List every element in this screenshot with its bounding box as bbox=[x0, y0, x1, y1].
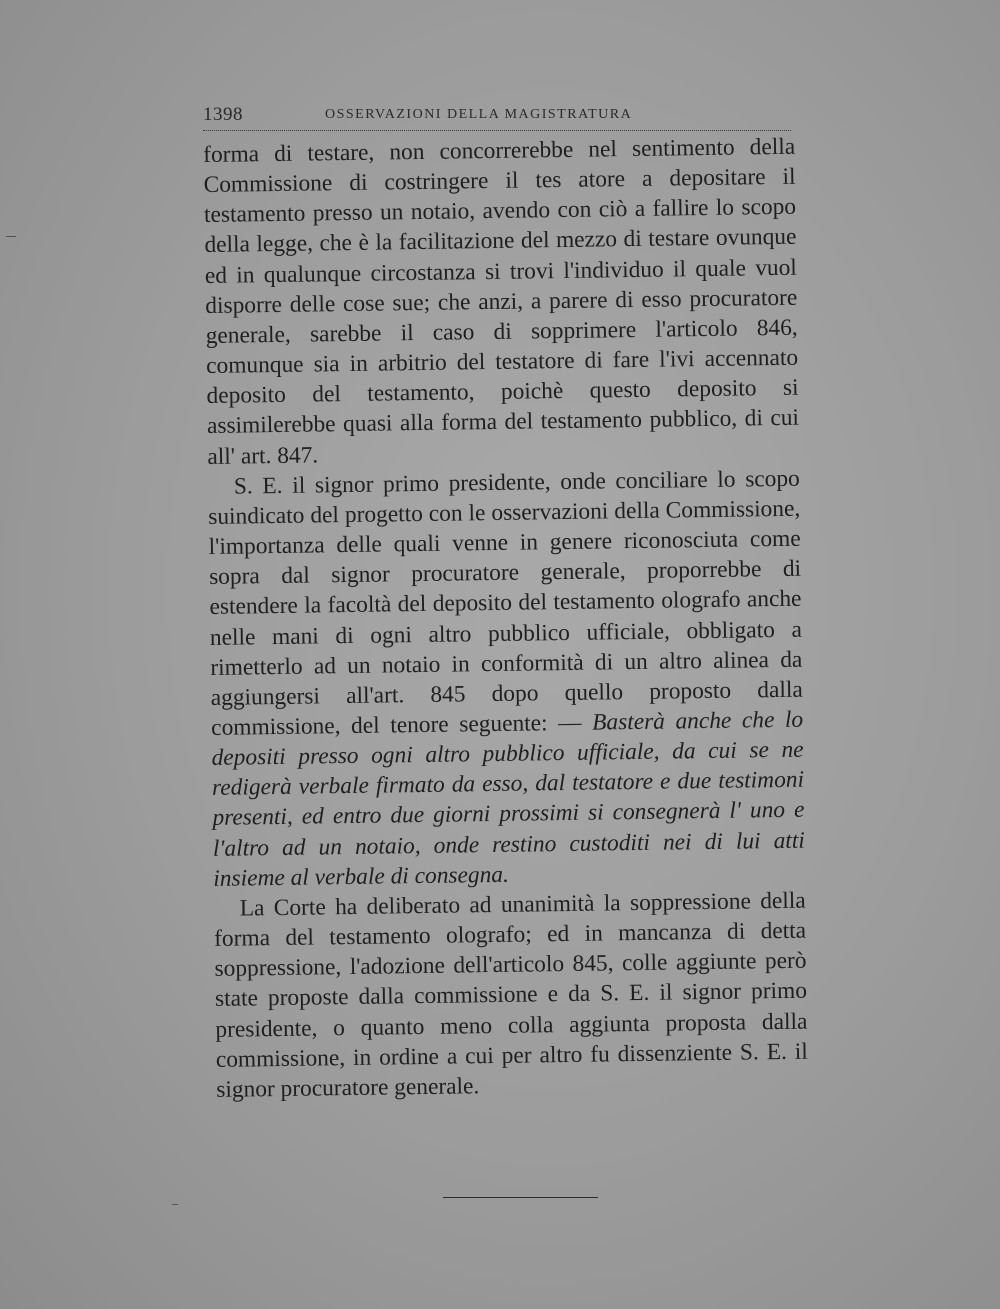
page-number: 1398 bbox=[203, 104, 243, 125]
header-dotted-rule bbox=[203, 130, 791, 131]
paragraph-3: La Corte ha deliberato ad unanimità la soppressione della forma del testamento olografo; ed in mancanza di detta soppressione, l'adozione dell'articolo 845, colle aggiunte però state proposte dalla commissione e da S. E. il signor primo presidente, o quanto meno colla aggiunta proposta dalla commissione, in ordine a cui per altro fu dissenziente S. E. il signor procuratore generale. bbox=[213, 887, 808, 1103]
running-head-title: OSSERVAZIONI DELLA MAGISTRATURA bbox=[325, 107, 633, 122]
margin-mark bbox=[6, 236, 16, 237]
running-head bbox=[203, 104, 793, 128]
end-rule bbox=[443, 1197, 598, 1198]
paragraph-2-text: S. E. il signor primo presidente, onde conciliare lo scopo suindicato del progetto con le osservazioni della Commissione, l'importanza delle quali venne in genere riconosciuta come sopra dal signor procuratore generale, proporrebbe di estendere la facoltà del deposito del testamento olografo anche nelle mani di ogni altro pubblico ufficiale, obbligato a rimetterlo ad un notaio in conformità di un altro alinea da aggiungersi all'art. 845 dopo quello proposto dalla commissione, del tenore seguente: — bbox=[208, 465, 803, 741]
body-text bbox=[203, 132, 808, 1105]
paragraph-1: forma di testare, non concorrerebbe nel sentimento della Commissione di costringere il tes atore a depositare il testamento presso un notaio, avendo con ciò a fallire lo scopo della legge, che è la facilitazione del mezzo di testare ovunque ed in qualunque circostanza si trovi l'individuo il quale vuol disporre delle cose sue; che anzi, a parere di esso procuratore generale, sarebbe il caso di sopprimere l'articolo 846, comunque sia in arbitrio del testatore di fare l'ivi accennato deposito del testamento, poichè questo deposito si assimilerebbe quasi alla forma del testamento pubblico, di cui all' art. 847. bbox=[203, 133, 800, 470]
paragraph-2 bbox=[208, 463, 806, 893]
paragraph-2-quoted-proposal: Basterà anche che lo depositi presso ogni altro pubblico ufficiale, da cui se ne redigerà verbale firmato da esso, dal testatore e due testimoni presenti, ed entro due giorni prossimi si consegnerà l' uno e l'altro ad un notaio, onde restino custoditi nei di lui atti insieme al verbale di consegna. bbox=[211, 706, 806, 892]
margin-mark bbox=[172, 1204, 178, 1205]
